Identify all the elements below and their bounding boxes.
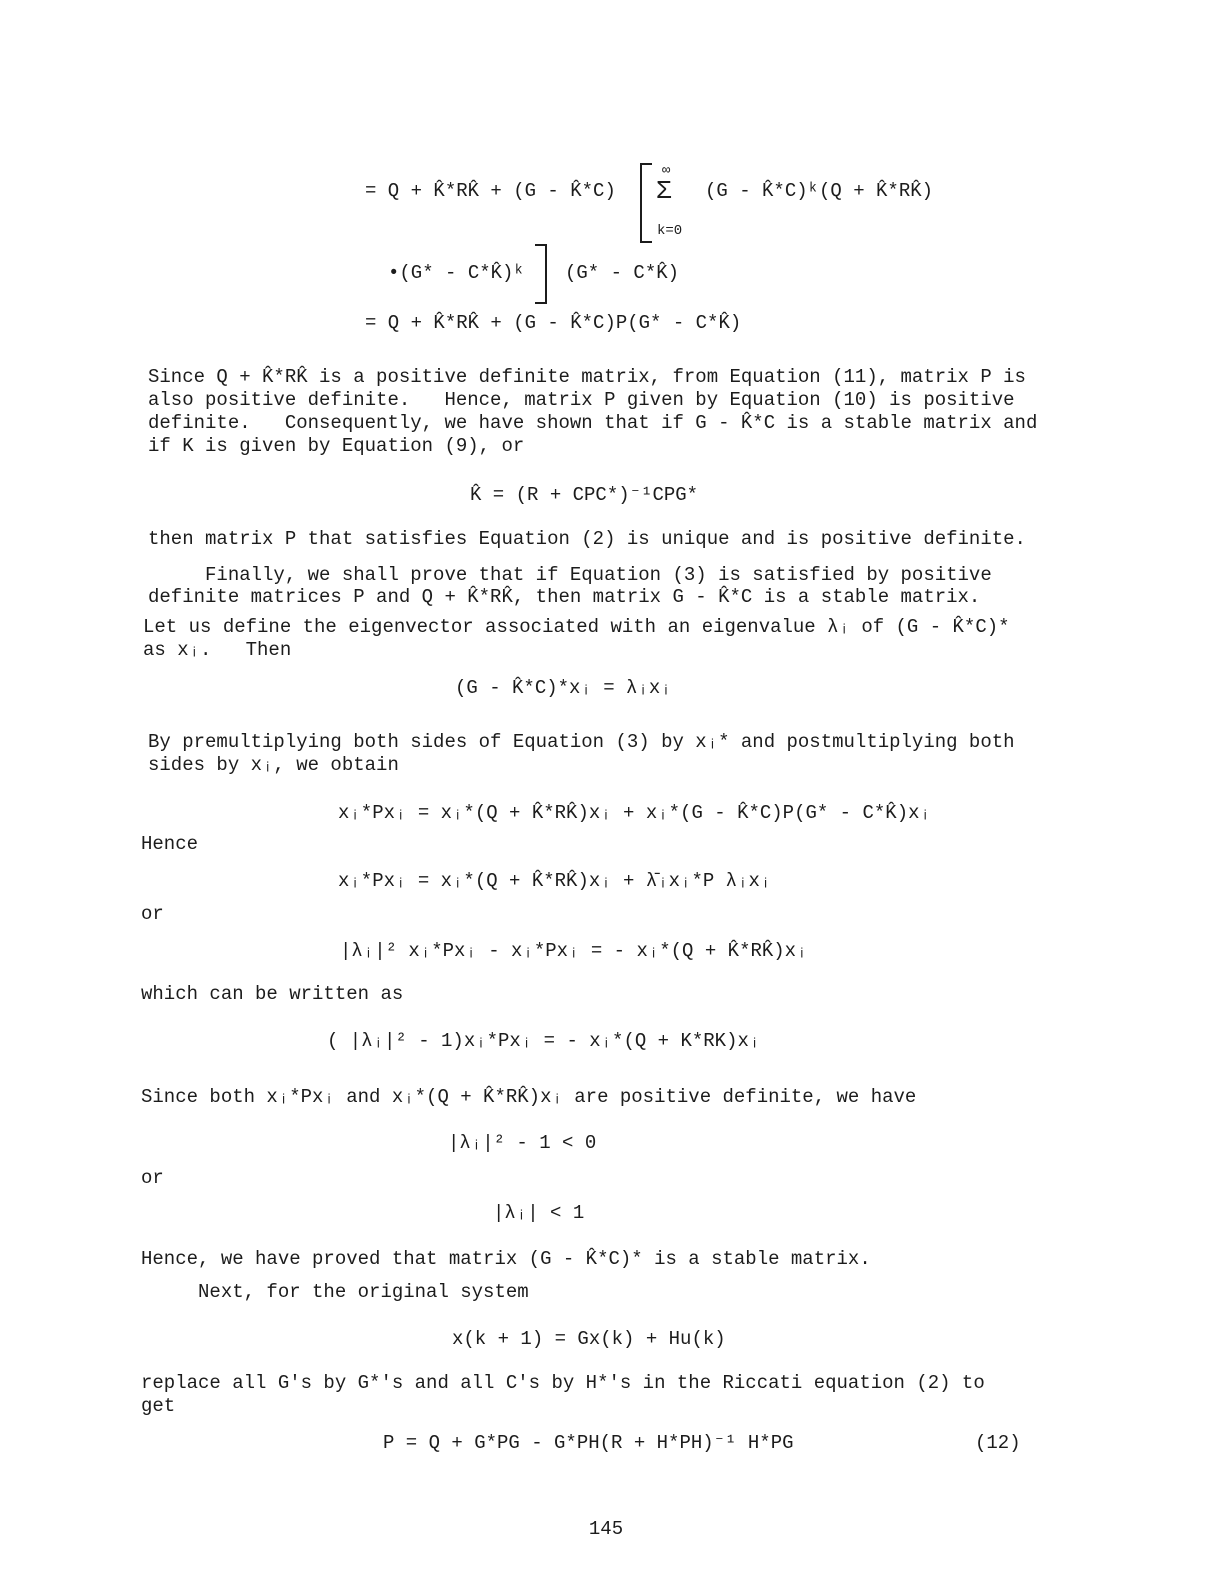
para3-line3: Let us define the eigenvector associated with an eigenvalue λᵢ of (G - K̂*C)*: [143, 616, 1010, 638]
para1-line4: if K is given by Equation (9), or: [148, 435, 525, 457]
eq-eigen: (G - K̂*C)*xᵢ = λᵢxᵢ: [455, 677, 672, 699]
label-which: which can be written as: [141, 983, 404, 1005]
since-both-line: Since both xᵢ*Pxᵢ and xᵢ*(Q + K̂*RK̂)xᵢ are positive definite, we have: [141, 1086, 917, 1108]
eq-premult-2: xᵢ*Pxᵢ = xᵢ*(Q + K̂*RK̂)xᵢ + λ̄ᵢxᵢ*P λᵢxᵢ: [338, 870, 772, 892]
sigma-lower-limit: k=0: [657, 223, 683, 239]
para3-line2: definite matrices P and Q + K̂*RK̂, then matrix G - K̂*C is a stable matrix.: [148, 586, 981, 608]
eq-k-hat: K̂ = (R + CPC*)⁻¹CPG*: [470, 484, 699, 506]
label-or-2: or: [141, 1167, 164, 1189]
next-line: Next, for the original system: [141, 1281, 529, 1303]
eq-top-line3: = Q + K̂*RK̂ + (G - K̂*C)P(G* - C*K̂): [365, 312, 742, 334]
replace-line1: replace all G's by G*'s and all C's by H*'s in the Riccati equation (2) to: [141, 1372, 985, 1394]
para2: then matrix P that satisfies Equation (2) is unique and is positive definite.: [148, 528, 1026, 550]
label-or-1: or: [141, 903, 164, 925]
eq-system: x(k + 1) = Gx(k) + Hu(k): [452, 1328, 726, 1350]
eq-top-line1-right: (G - K̂*C)ᵏ(Q + K̂*RK̂): [705, 180, 934, 202]
ineq-1: |λᵢ|² - 1 < 0: [448, 1132, 597, 1154]
eq-top-line2-right: (G* - C*K̂): [565, 262, 680, 284]
left-bracket-top: [640, 163, 652, 243]
eq-top-line1-left: = Q + K̂*RK̂ + (G - K̂*C): [365, 180, 616, 202]
label-hence: Hence: [141, 833, 199, 855]
para4-line2: sides by xᵢ, we obtain: [148, 754, 399, 776]
right-bracket-top: [535, 244, 547, 304]
para1-line2: also positive definite. Hence, matrix P given by Equation (10) is positive: [148, 389, 1015, 411]
proved-line: Hence, we have proved that matrix (G - K̂*C)* is a stable matrix.: [141, 1248, 871, 1270]
page-number: 145: [588, 1518, 624, 1540]
eq-premult-1: xᵢ*Pxᵢ = xᵢ*(Q + K̂*RK̂)xᵢ + xᵢ*(G - K̂*C)P(G* - C*K̂)xᵢ: [338, 802, 931, 824]
para1-line3: definite. Consequently, we have shown that if G - K̂*C is a stable matrix and: [148, 412, 1038, 434]
para3-line1: Finally, we shall prove that if Equation (3) is satisfied by positive: [148, 564, 992, 586]
para4-line1: By premultiplying both sides of Equation (3) by xᵢ* and postmultiplying both: [148, 731, 1015, 753]
sigma-upper-limit: ∞: [662, 163, 671, 179]
para1-line1: Since Q + K̂*RK̂ is a positive definite matrix, from Equation (11), matrix P is: [148, 366, 1026, 388]
equation-number: (12): [975, 1432, 1021, 1454]
sigma-symbol: Σ: [656, 176, 672, 206]
eq-premult-3: |λᵢ|² xᵢ*Pxᵢ - xᵢ*Pxᵢ = - xᵢ*(Q + K̂*RK̂)xᵢ: [340, 940, 808, 962]
para3-line4: as xᵢ. Then: [143, 639, 292, 661]
eq-top-line2-left: •(G* - C*K̂)ᵏ: [388, 262, 525, 284]
eq-premult-4: ( |λᵢ|² - 1)xᵢ*Pxᵢ = - xᵢ*(Q + K*RK)xᵢ: [327, 1030, 761, 1052]
replace-line2: get: [141, 1395, 176, 1417]
eq-riccati: P = Q + G*PG - G*PH(R + H*PH)⁻¹ H*PG: [383, 1432, 794, 1454]
ineq-2: |λᵢ| < 1: [493, 1202, 585, 1224]
